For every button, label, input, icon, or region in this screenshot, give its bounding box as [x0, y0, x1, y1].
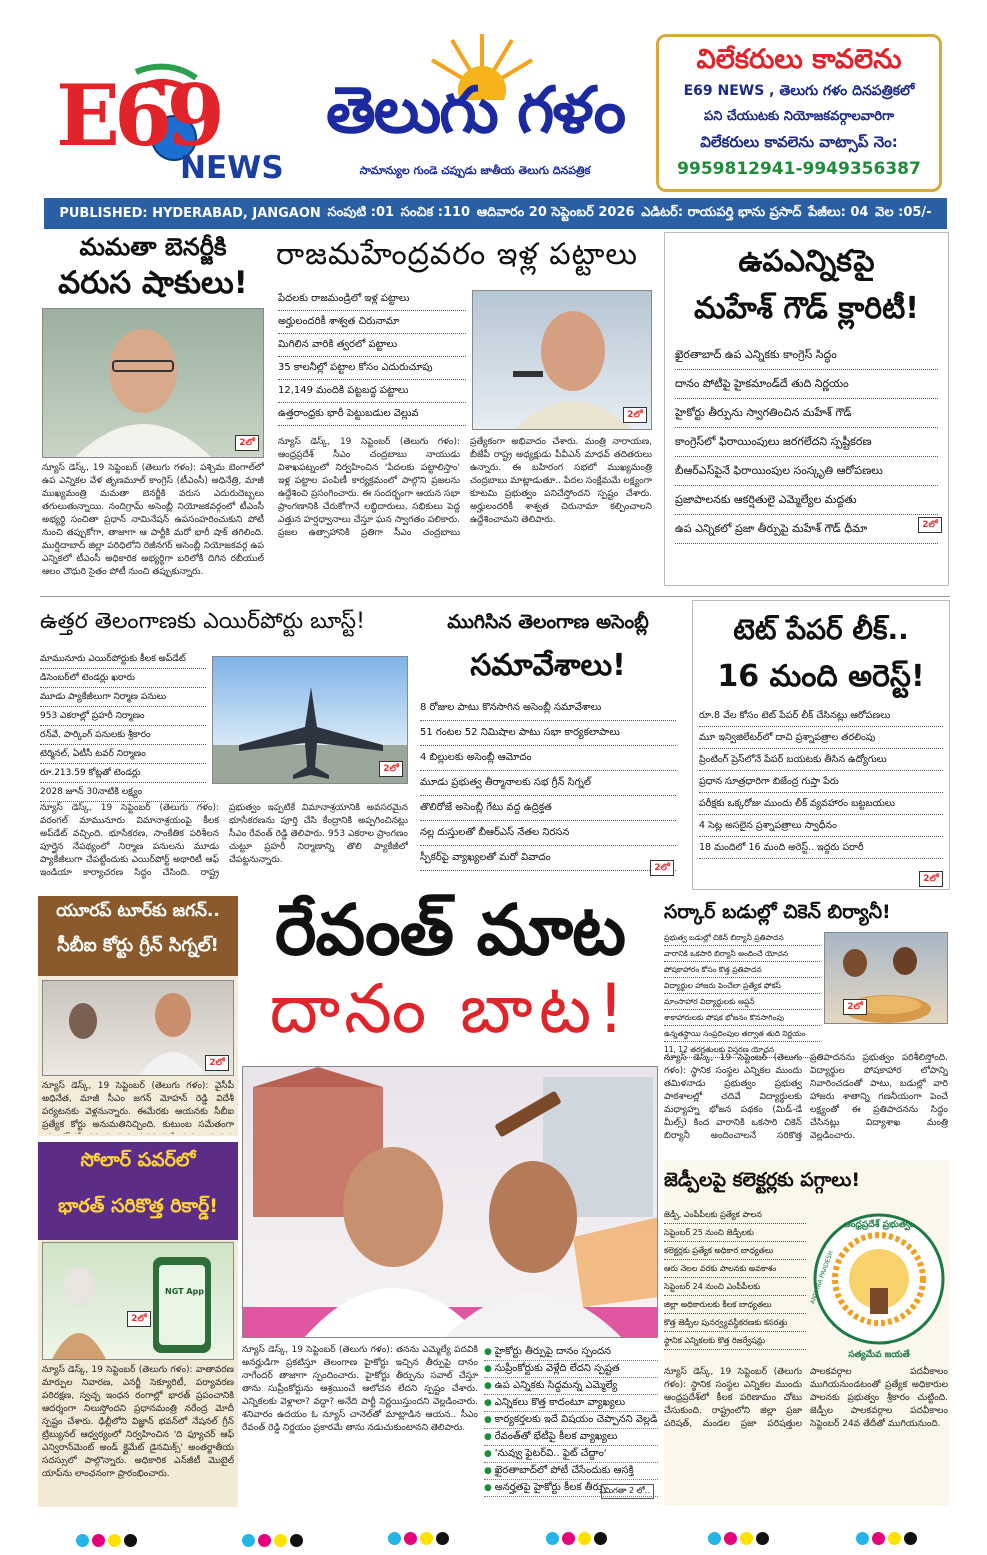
bullet-item: ఖైరతాబాద్ ఉప ఎన్నికకు కాంగ్రెస్ సిద్ధం: [675, 341, 938, 370]
e69-logo-text: E69: [56, 66, 219, 165]
jagan-body: న్యూస్ డెస్క్, 19 సెప్టెంబర్ (తెలుగు గళం): వైసీపీ అధినేత, మాజీ సీఎం జగన్ మోహన్ రెడ్డి విదేశీ పర్యటనకు వెళ్లనున్నారు. ఈమేరకు ఆయనకు సీబీఐ ప్రత్యేక కోర్టు అనుమతినిచ్చింది. కుటుంబ సమేతంగా: [42, 1081, 234, 1130]
assembly-headline-2: సమావేశాలు!: [470, 647, 626, 683]
bullet-item: హైకోర్టు తీర్పును స్వాగతించిన మహేశ్ గౌడ్: [675, 399, 938, 428]
page-tag: 2లో: [235, 435, 259, 451]
mamata-article: [40, 232, 266, 592]
seal-emblem-icon: [812, 1212, 946, 1346]
bullet-item: 35 కాలనీల్లో పట్టాల కోసం ఎదురుచూపు: [278, 357, 466, 380]
bullet-item: 18 మందిలో 16 మంది అరెస్ట్.. ఇద్దరు పరారీ: [699, 837, 943, 859]
continued-note: మిగతా 2 లో..: [601, 1484, 654, 1499]
bullet-item: ప్రజాపాలనకు ఆకర్షితులై ఎమ్మెల్యేల మద్దతు: [675, 486, 938, 515]
airport-body: న్యూస్ డెస్క్, 19 సెప్టెంబర్ (తెలుగు గళం): వరంగల్ మామునూరు విమానాశ్రయంపై కీలక అప్‌డేట్ వచ్చింది. భూసేకరణ, సాంకేతిక పరిశీలన పూర్తైన నేపథ్యంలో నిర్మాణ పనులను మూడు ప్యాకేజీలుగా చేపట్టేందుకు ఎయిర్‌పోర్ట్ అథారిటీ ఆఫ్ ఇండియా కార్యాచరణ సిద్ధం చేసింది. రాష్ట్ర ప్రభుత్వం ఇప్పటికే విమానాశ్రయానికి అవసరమైన భూసేకరణను పూర్తి చేసి కేంద్రానికి అప్పగించినట్లు సీఎం రేవంత్ రెడ్డి తెలిపారు. 953 ఎకరాల ప్రాంగణం చుట్టూ ప్రహరీ నిర్మాణాన్ని తొలి ప్యాకేజీలో చేపట్టనున్నారు.: [40, 803, 408, 878]
bullet-item: తొలిరోజే అసెంబ్లీ గేటు వద్ద ఉద్రిక్తత: [420, 796, 676, 821]
page-tag: 2లో: [205, 1055, 229, 1071]
rajahmundry-headline: రాజమహేంద్రవరం ఇళ్ల పట్టాలు: [276, 237, 639, 272]
solar-body: న్యూస్ డెస్క్, 19 సెప్టెంబర్ (తెలుగు గళం): వాతావరణ మార్పుల నివారణ, ఎనర్జీ సెక్యూరిటీ, పర్యావరణ పరిరక్షణ, స్వచ్ఛ ఇంధన రంగాల్లో భారత్ ప్రపంచానికి ఆదర్శంగా నిలుస్తోందని ప్రధానమంత్రి నరేంద్ర మోదీ స్పష్టం చేశారు. ఢిల్లీలోని విజ్ఞాన్ భవన్‌లో నేషనల్ గ్రీన్ ట్రిబ్యునల్ ఆధ్వర్యంలో నిర్వహించిన 'ది ఫ్యూచర్ ఆఫ్ ఎన్విరాన్‌మెంట్ అండ్ క్లైమేట్ డైనమిక్స్' అంతర్జాతీయ సదస్సులో పాల్గొన్నారు. అధికారిక ఎన్‌జీటీ మొబైల్ యాప్‌ను లాంఛనంగా ప్రారంభించారు.: [42, 1365, 234, 1479]
editor: ఎడిటర్: రాయపర్తి భాను ప్రసాద్: [641, 204, 802, 220]
bullet-item: జిల్లా అధికారులకు కీలక బాధ్యతలు: [664, 1296, 806, 1314]
bullet-item: ● హైకోర్టు తీర్పుపై దానం స్పందన: [484, 1344, 658, 1361]
bullet-item: వారానికి ఒకసారి బిర్యానీ అందించే యోచన: [664, 946, 820, 962]
bullet-item: రన్‌వే, పార్కింగ్ పనులకు శ్రీకారం: [40, 726, 206, 745]
bullet-item: రూ.213.59 కోట్లతో టెండర్లు: [40, 764, 206, 783]
mamata-headline-1: మమతా బెనర్జీకి: [79, 233, 227, 261]
bullet-item: రూ.8 వేల కోసం టెట్ పేపర్ లీక్ చేసినట్లు ఆరోపణలు: [699, 705, 943, 727]
seal-top-text: ఆంధ్రప్రదేశ్ ప్రభుత్వం: [843, 1220, 915, 1230]
airport-article: [40, 600, 410, 890]
upaennika-article: [664, 232, 949, 586]
page-tag: 2లో: [650, 860, 674, 876]
bullet-item: 51 గంటల 52 నిమిషాల పాటు సభా కార్యకలాపాలు: [420, 721, 676, 746]
assembly-bullets: [414, 696, 682, 871]
page-tag: 2లో: [919, 871, 943, 887]
bullet-item: 2028 జూన్ 30నాటికి లక్ష్యం: [40, 783, 206, 802]
solar-article: [38, 1142, 238, 1507]
rajahmundry-article: [276, 232, 656, 592]
bullet-item: 4 బిల్లులకు అసెంబ్లీ ఆమోదం: [420, 746, 676, 771]
upaennika-headline-1: ఉపఎన్నికపై: [738, 244, 875, 279]
bullet-item: ఉప ఎన్నికలో ప్రజా తీర్పుపై మహేశ్ గౌడ్ ధీమా: [675, 515, 938, 544]
ngt-app-label: NGT App: [165, 1287, 205, 1296]
bullet-item: మాంసాహార విద్యార్థులకు ఆప్షన్: [664, 994, 820, 1010]
seal-left-text: ANDHRA PRADESH: [809, 1249, 835, 1306]
airplane-photo: [212, 656, 408, 784]
bullet-item: ఉత్తరాంధ్రకు భారీ పెట్టుబడుల వెల్లువ: [278, 403, 466, 426]
ad-line-2: పని చేయుటకు నియోజకవర్గాలవారిగా: [703, 109, 895, 124]
e69-news-logo: [56, 58, 284, 186]
bullet-item: కాంగ్రెస్‌లో ఫిరాయింపులు జరగలేదని స్పష్టీకరణ: [675, 428, 938, 457]
page-tag: 2లో: [379, 761, 403, 777]
page-tag: 2లో: [127, 1311, 151, 1327]
revanth-body: న్యూస్ డెస్క్, 19 సెప్టెంబర్ (తెలుగు గళం): తనను ఎమ్మెల్యే పదవికి అనర్హుడిగా ప్రకటిస్తూ తెలంగాణ హైకోర్టు ఇచ్చిన తీర్పుపై దానం నాగేందర్ తాజాగా స్పందించారు. హైకోర్టు తీర్పును సవాల్ చేస్తూ తాను సుప్రీంకోర్టును ఆశ్రయించే ఆలోచన లేదని స్పష్టం చేశారు. ఎన్నికలకు వెళ్లాలా? వద్దా? అనేది పార్టీ నిర్ణయిస్తుందని వెల్లడించారు. శనివారం ఉదయం ఓ న్యూస్ చానెల్‌తో మాట్లాడిన ఆయన.. సీఎం రేవంత్ రెడ్డి నిర్ణయం ప్రకారమే తాను నడుచుకుంటానని తెలిపారు.: [242, 1345, 478, 1433]
ad-line-1: E69 NEWS , తెలుగు గళం దినపత్రికలో: [683, 83, 915, 99]
registration-marks-5: [708, 1530, 772, 1549]
bullet-item: సెప్టెంబర్ 25 నుంచి జెడ్పీలకు: [664, 1224, 806, 1242]
person-image: [43, 309, 264, 458]
date: ఆదివారం 20 సెప్టెంబర్ 2026: [476, 204, 635, 220]
bullet-item: పోషకాహారం కోసం కొత్త ప్రతిపాదన: [664, 962, 820, 978]
bullet-item: ప్రధాన సూత్రధారిగా బిజేంద్ర గుప్తా పేరు: [699, 771, 943, 793]
bullet-item: ఉన్నతస్థాయి సంప్రదింపుల తర్వాత తుది నిర్ణయం: [664, 1026, 820, 1042]
biryani-photo: [824, 932, 948, 1024]
bullet-item: ● ఎన్నికలు కొత్త కాదంటూ వ్యాఖ్యలు: [484, 1395, 658, 1412]
modi-photo: [42, 1242, 234, 1360]
collage-image: [243, 1067, 658, 1338]
airport-bullets: [40, 650, 206, 802]
revanth-headline-1: రేవంత్ మాట: [274, 889, 626, 971]
pages: పేజీలు: 04: [808, 204, 869, 220]
bullet-item: శాకాహారులకు పోషక భోజనం కొనసాగింపు: [664, 1010, 820, 1026]
tet-headline-2: 16 మంది అరెస్ట్!: [717, 658, 925, 694]
registration-marks-4: [546, 1530, 610, 1549]
bullet-item: ● కార్యకర్తలకు ఇదే విషయం చెప్పానని వెల్లడి: [484, 1412, 658, 1429]
reporters-wanted-ad: [656, 34, 942, 192]
bullet-item: అర్హులందరికీ శాశ్వత చిరునామా: [278, 311, 466, 334]
bullet-item: సెప్టెంబర్ 24 నుంచి ఎంపీపీలకు: [664, 1278, 806, 1296]
solar-headline-2: భారత్ సరికొత్త రికార్డ్!: [58, 1195, 218, 1217]
bullet-item: ● రేవంత్‌తో భేటీపై కీలక వ్యాఖ్యలు: [484, 1429, 658, 1446]
ad-headline: విలేకరులు కావలెను: [696, 44, 902, 75]
revanth-danam-photo: [242, 1066, 658, 1338]
tagline: సామాన్యుల గుండె చప్పుడు జాతీయ తెలుగు దినపత్రిక: [359, 164, 591, 177]
chandrababu-photo: [472, 290, 652, 430]
registration-marks-6: [856, 1530, 920, 1549]
bullet-item: స్పీకర్‌పై వ్యాఖ్యలతో మరో వివాదం: [420, 846, 676, 871]
tet-bullets: [699, 705, 943, 859]
bullet-item: టెర్మినల్, ఏటీసీ టవర్ నిర్మాణం: [40, 745, 206, 764]
bullet-item: డిసెంబర్‌లో టెండర్లు ఖరారు: [40, 669, 206, 688]
bullet-item: ● సుప్రీంకోర్టుకు వెళ్లేది లేదని స్పష్టత: [484, 1361, 658, 1378]
bullet-item: మూడు ప్రభుత్వ తీర్మానాలకు సభ గ్రీన్ సిగ్నల్: [420, 771, 676, 796]
rajahmundry-bullets: [278, 288, 466, 426]
zp-headline: జెడ్పీలపై కలెక్టర్లకు పగ్గాలు!: [664, 1169, 861, 1191]
bullet-item: దానం పోటీపై హైకమాండ్‌దే తుది నిర్ణయం: [675, 370, 938, 399]
info-bar: [44, 198, 947, 229]
revanth-article: [242, 889, 658, 1506]
bullet-item: జెడ్పీ, ఎంపీపీలకు ప్రత్యేక పాలన: [664, 1206, 806, 1224]
bullet-item: పేదలకు రాజమండ్రిలో ఇళ్ల పట్టాలు: [278, 288, 466, 311]
zp-article: [664, 1160, 950, 1506]
bullet-item: 11, 12 తరగతులకు విస్తరణ యోచన: [664, 1042, 820, 1058]
jagan-photo: [42, 980, 234, 1076]
biryani-headline: సర్కార్ బడుల్లో చికెన్ బిర్యానీ!: [664, 901, 891, 923]
tet-article: [692, 600, 950, 890]
zp-bullets: [664, 1206, 806, 1350]
registration-marks-3: [388, 1530, 452, 1549]
upaennika-headline-2: మహేశ్ గౌడ్ క్లారిటీ!: [694, 291, 919, 326]
bullet-item: నల్ల దుస్తులతో బీఆర్ఎస్ నేతల నిరసన: [420, 821, 676, 846]
page-tag: 2లో: [918, 517, 942, 533]
issue: సంచిక :110: [400, 204, 471, 220]
bullet-item: ఆరు నెలల వరకు పాలనకు అవకాశం: [664, 1260, 806, 1278]
tet-headline-1: టెట్ పేపర్ లీక్..: [733, 613, 909, 646]
jagan-headline-2: సీబీఐ కోర్టు గ్రీన్ సిగ్నల్!: [57, 935, 219, 956]
page-tag: 2లో: [843, 999, 867, 1015]
ap-government-seal: [809, 1212, 946, 1346]
newspaper-title: [312, 30, 638, 188]
jagan-headline-1: యూరప్ టూర్‌కు జగన్..: [56, 901, 220, 921]
price: వెల :05/-: [875, 204, 932, 220]
mamata-photo: [42, 308, 264, 458]
bullet-item: 12,149 మందికి పట్టబద్ధ పట్టాలు: [278, 380, 466, 403]
mamata-body: న్యూస్ డెస్క్, 19 సెప్టెంబర్ (తెలుగు గళం): పశ్చిమ బెంగాల్‌లో ఉప ఎన్నికల వేళ తృణమూల్ కాంగ్రెస్ (టీఎంసీ) అధినేత్రి, మాజీ ముఖ్యమంత్రి మమతా బెనర్జీకి వరుస ఎదురుదెబ్బలు తగులుతున్నాయి. నందిగ్రామ్ అసెంబ్లీ నియోజకవర్గంలో టీఎంసీ అభ్యర్థి సంచితా ప్రధాన్ నామినేషన్ ఉపసంహరించుకుని పోటీ నుంచి తప్పుకోగా, తాజాగా ఆ పార్టీకి మరో భారీ షాక్ తగిలింది. ముర్షిదాబాద్ జిల్లా పరిధిలోని రెజీనగర్ అసెంబ్లీ నియోజకవర్గ ఉప ఎన్నికలో టీఎంసీ అధికారిక అభ్యర్థిగా బరిలోకి దిగిన రబీయుల్ ఆలం చౌధురి సైతం పోటీ నుంచి తప్పుకున్నారు.: [42, 463, 264, 577]
published-place: PUBLISHED: HYDERABAD, JANGAON: [59, 206, 321, 221]
bullet-item: మామునూరు ఎయిర్‌పోర్టుకు కీలక అప్‌డేట్: [40, 650, 206, 669]
solar-headline-1: సోలార్ పవర్‌లో: [80, 1149, 196, 1171]
airport-headline: ఉత్తర తెలంగాణకు ఎయిర్‌పోర్టు బూస్ట్!: [40, 609, 365, 634]
e69-news-text: NEWS: [180, 150, 284, 186]
bullet-item: ● 'నువ్వు ఫైటర్‌వి.. ఫైట్ చేద్దాం': [484, 1446, 658, 1463]
upaennika-bullets: [675, 341, 938, 544]
bullet-item: ● అనర్హతపై హైకోర్టు కీలక తీర్పు: [484, 1480, 658, 1497]
rajahmundry-body: న్యూస్ డెస్క్, 19 సెప్టెంబర్ (తెలుగు గళం): ఆంధ్రప్రదేశ్ సీఎం చంద్రబాబు నాయుడు విశాఖపట్నంలో నిర్వహించిన 'పేదలకు పట్టాలిస్తాం' ఇళ్ల పట్టాల పంపిణీ కార్యక్రమంలో పాల్గొని ప్రజలను ఉద్దేశించి ప్రసంగించారు. ఈ సందర్భంగా ఆయన సభా ప్రాంగణానికి చేరుకోగానే లబ్ధిదారులు, సభికులు పెద్ద ఎత్తున హర్షధ్వానాలు చేస్తూ ఘన స్వాగతం పలికారు. ప్రజల ఉత్సాహానికి ప్రతిగా సీఎం చంద్రబాబు ప్రత్యేకంగా అభివాదం చేశారు. మంత్రి నారాయణ, బీజేపీ రాష్ట్ర అధ్యక్షుడు పీవీఎన్ మాధవ్ తదితరులు ఉన్నారు. ఈ బహిరంగ సభలో ముఖ్యమంత్రి చంద్రబాబు మాట్లాడుతూ.. పేదల సంక్షేమమే లక్ష్యంగా కూటమి ప్రభుత్వం పనిచేస్తోందని స్పష్టం చేశారు. అర్హులందరికీ శాశ్వత చిరునామా కల్పించాలని ఉద్దేశించామని తెలిపారు.: [278, 437, 652, 538]
bullet-item: కొత్త జెడ్పీల పునర్వ్యవస్థీకరణకు కసరత్తు: [664, 1314, 806, 1332]
ad-phone: 9959812941-9949356387: [677, 159, 921, 179]
registration-marks-1: [76, 1532, 140, 1551]
person-image: [43, 1243, 234, 1360]
biryani-bullets: [664, 930, 820, 1058]
assembly-article: [414, 600, 682, 890]
bullet-item: స్థానిక ఎన్నికలకు కొత్త రిజర్వేషన్లు: [664, 1332, 806, 1350]
bullet-item: బీఆర్ఎస్‌పైనే ఫిరాయింపుల సంస్కృతి ఆరోపణలు: [675, 457, 938, 486]
revanth-headline-2: దానం బాట!: [269, 970, 631, 1049]
bullet-item: ప్రభుత్వ బడుల్లో చికెన్ బిర్యానీ ప్రతిపాదన: [664, 930, 820, 946]
bullet-item: పరీక్షకు ఒక్కరోజు ముందు లీక్ వ్యవహారం బట్టబయలు: [699, 793, 943, 815]
registration-marks-2: [242, 1532, 306, 1551]
bullet-item: మిగిలిన వారికి త్వరలో పట్టాలు: [278, 334, 466, 357]
bullet-item: కలెక్టర్లకు ప్రత్యేక అధికార బాధ్యతలు: [664, 1242, 806, 1260]
page-tag: 2లో: [623, 407, 647, 423]
bullet-item: మూడు ప్యాకేజీలుగా నిర్మాణ పనులు: [40, 688, 206, 707]
mamata-headline-2: వరుస షాకులు!: [58, 265, 248, 302]
bullet-item: విద్యార్థుల హాజరు పెంచేలా ప్రత్యేక ఫోకస్: [664, 978, 820, 994]
seal-bottom-text: సత్యమేవ జయతే: [848, 1350, 910, 1360]
volume: సంపుటి :01: [327, 204, 395, 220]
bullet-item: మూ ఇన్విజిలేటర్‌లో దాచి ప్రశ్నాపత్రాల తరలింపు: [699, 727, 943, 749]
bullet-item: ప్రింటింగ్ ప్రెస్‌లోనే పేపర్ బయటకు తీసిన ఉద్యోగులు: [699, 749, 943, 771]
zp-body: న్యూస్ డెస్క్, 19 సెప్టెంబర్ (తెలుగు గళం): స్థానిక సంస్థల ఎన్నికల ముందు ఆంధ్రప్రదేశ్‌లో కీలక పరిణామం చోటు చేసుకుంది. రాష్ట్రంలోని జిల్లా ప్రజా పరిషత్, మండల ప్రజా పరిషత్తుల పాలకవర్గాల పదవీకాలం ముగియనుండటంతో ప్రత్యేక అధికారుల పాలనకు ప్రభుత్వం శ్రీకారం చుట్టింది. జెడ్పీల పాలకవర్గాల పదవీకాలం సెప్టెంబర్ 24వ తేదీతో ముగియనుంది.: [664, 1367, 948, 1429]
bullet-item: 4 సెట్ల అసలైన ప్రశ్నాపత్రాలు స్వాధీనం: [699, 815, 943, 837]
biryani-body: న్యూస్ డెస్క్, 19 సెప్టెంబర్ (తెలుగు గళం): స్థానిక సంస్థల ఎన్నికల ముందు తమిళనాడు ప్రభుత్వం ప్రభుత్వ పాఠశాలల్లో చదివే విద్యార్థులకు మధ్యాహ్న భోజన పథకం (మిడ్-డే మీల్స్) కింద వారానికి ఒకసారి చికెన్ బిర్యానీ అందించాలనే సరికొత్త ప్రతిపాదనను ప్రభుత్వం పరిశీలిస్తోంది. విద్యార్థుల పోషకాహార లోపాన్ని నివారించడంతో పాటు, బడుల్లో వారి హాజరు శాతాన్ని గణనీయంగా పెంచే లక్ష్యంతో ఈ ప్రతిపాదనను సిద్ధం చేసినట్లు విద్యాశాఖ మంత్రి వెల్లడించారు.: [664, 1053, 948, 1141]
revanth-bullets: [484, 1344, 658, 1497]
biryani-article: [664, 894, 950, 1156]
title-text: తెలుగు గళం: [325, 74, 625, 148]
ad-line-3: విలేకరులు కావలెను వాట్సాప్ నెం:: [700, 133, 898, 151]
bullet-item: ● ఉప ఎన్నికకు సిద్ధమన్న ఎమ్మెల్యే: [484, 1378, 658, 1395]
bullet-item: ● ఖైరతాబాద్‌లో పోటీ చేసేందుకు ఆసక్తి: [484, 1463, 658, 1480]
assembly-headline-1: ముగిసిన తెలంగాణ అసెంబ్లీ: [447, 611, 649, 633]
bullet-item: 8 రోజుల పాటు కొనసాగిన అసెంబ్లీ సమావేశాలు: [420, 696, 676, 721]
jagan-article: [38, 896, 238, 1136]
bullet-item: 953 ఎకరాల్లో ప్రహరీ నిర్మాణం: [40, 707, 206, 726]
